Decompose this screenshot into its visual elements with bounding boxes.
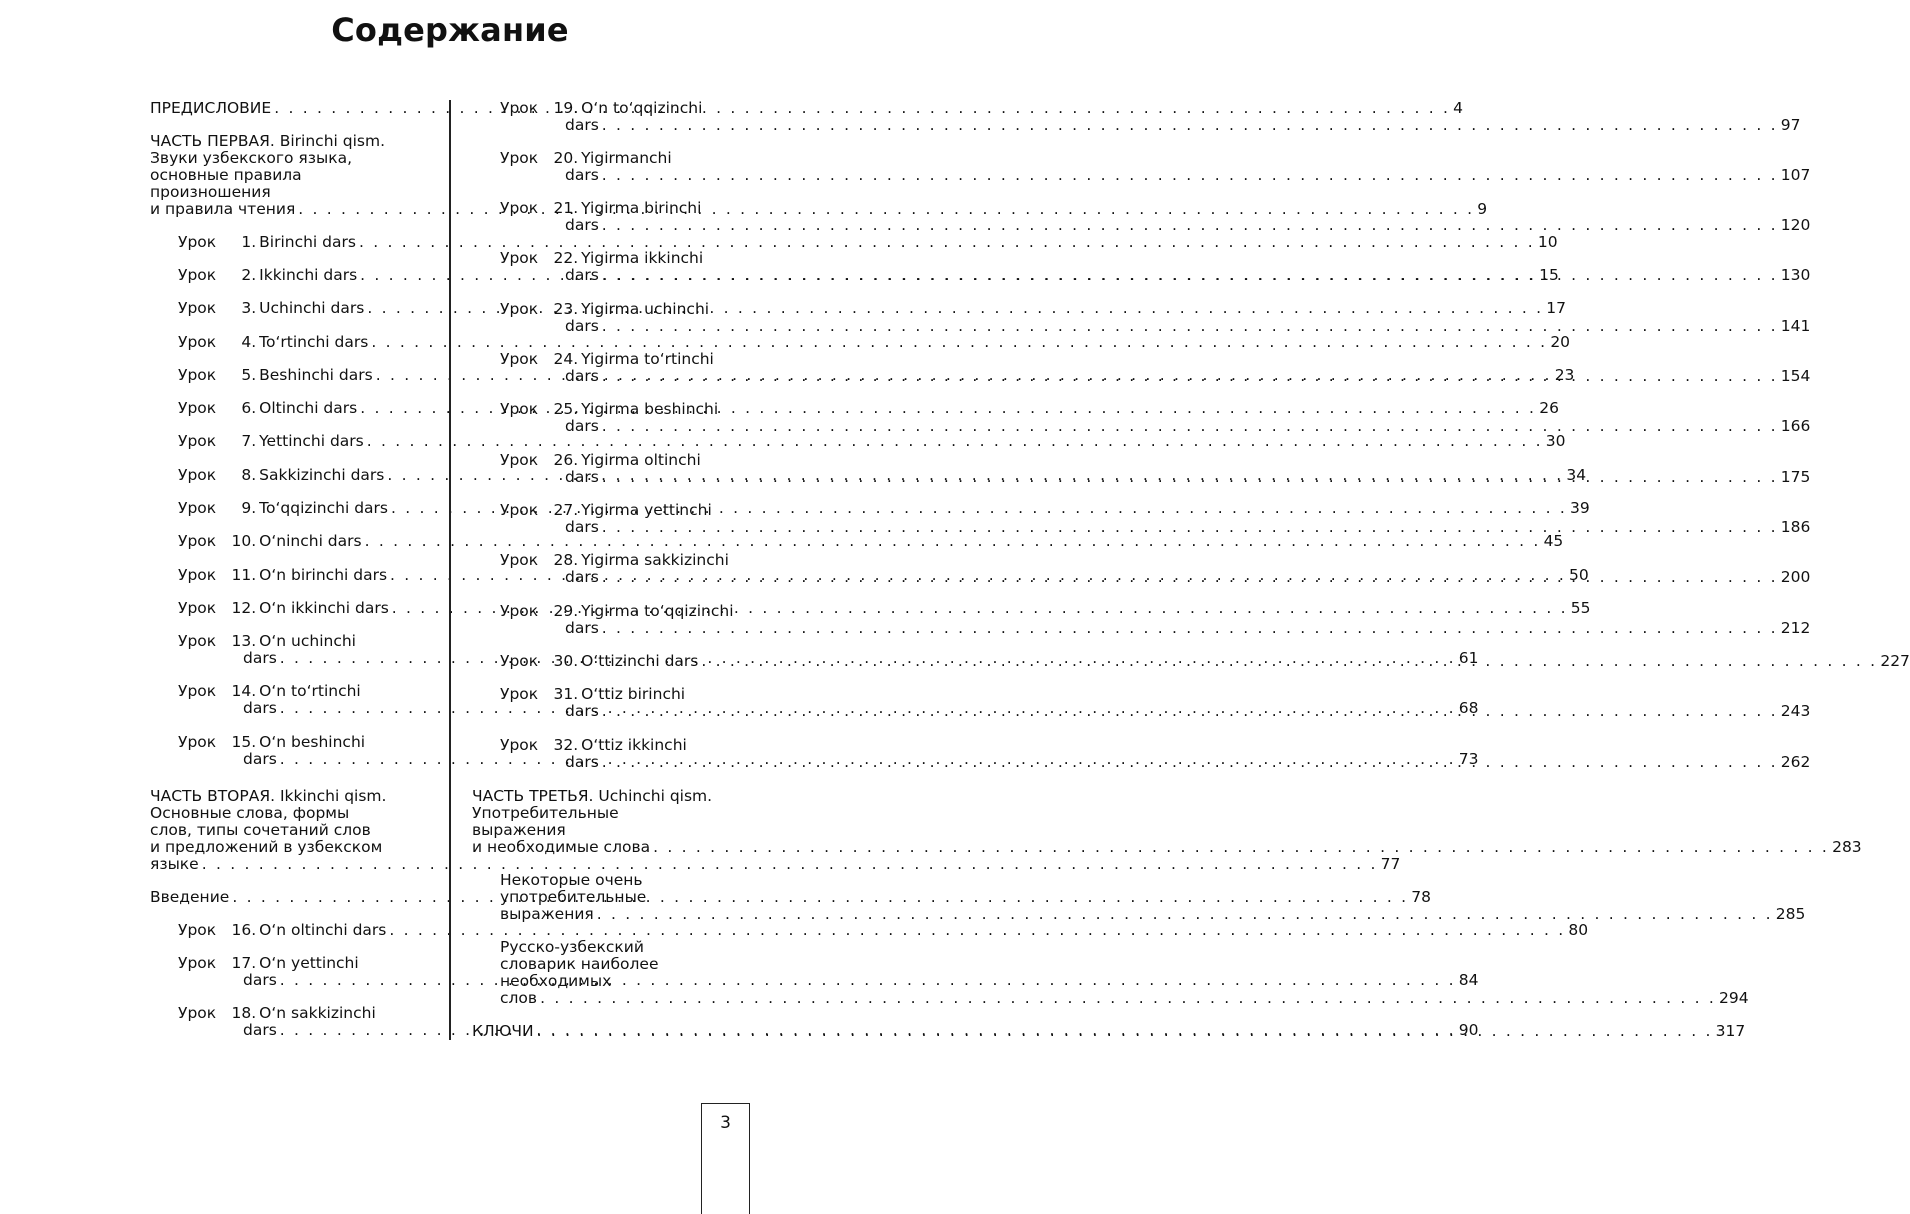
lesson-number: 4. (241, 333, 257, 351)
toc-page-number: 80 (1568, 921, 1589, 939)
toc-entry (178, 566, 1589, 584)
toc-entry-text: Birinchi dars (259, 233, 356, 251)
toc-entry-text: слов (500, 989, 538, 1007)
lesson-number: 3. (241, 299, 257, 317)
lesson-number: 14. (231, 682, 257, 700)
dot-leader (602, 518, 1778, 536)
toc-entry-text: Yigirmanchi (581, 149, 672, 167)
dot-leader (602, 468, 1778, 486)
toc-entry-text: dars (565, 116, 599, 134)
toc-entry-text: Основные слова, формы (150, 804, 350, 822)
toc-entry-text: O‘n uchinchi (259, 632, 356, 650)
lesson-label: Урок (500, 736, 539, 754)
dot-leader (701, 652, 1877, 670)
lesson-label: Урок (500, 551, 539, 569)
toc-entry-text: Uchinchi dars (259, 299, 365, 317)
toc-entry (178, 921, 1589, 939)
lesson-number: 7. (241, 432, 257, 450)
toc-entry-text: O‘n oltinchi dars (259, 921, 387, 939)
toc-page-number: 130 (1780, 266, 1811, 284)
toc-entry-text: Yigirma yettinchi (581, 501, 712, 519)
toc-page-number: 120 (1780, 216, 1811, 234)
dot-leader (602, 568, 1778, 586)
toc-entry-text: dars (243, 1021, 277, 1039)
lesson-label: Урок (178, 299, 217, 317)
lesson-label: Урок (178, 499, 217, 517)
dot-leader (602, 367, 1778, 385)
lesson-label: Урок (178, 466, 217, 484)
dot-leader (602, 619, 1778, 637)
lesson-label: Урок (500, 350, 539, 368)
lesson-label: Урок (500, 652, 539, 670)
toc-entry-text: и необходимые слова (472, 838, 651, 856)
lesson-label: Урок (500, 685, 539, 703)
toc-page-number: 23 (1554, 366, 1575, 384)
lesson-label: Урок (500, 149, 539, 167)
toc-entry-text: O‘n to‘qqizinchi (581, 99, 703, 117)
toc-entry-text: O‘ttiz birinchi (581, 685, 686, 703)
toc-entry (178, 532, 1564, 550)
lesson-number: 12. (231, 599, 257, 617)
toc-entry-text: и предложений в узбекском (150, 838, 383, 856)
toc-entry-text: dars (565, 468, 599, 486)
toc-page-number: 45 (1543, 532, 1564, 550)
dot-leader (602, 417, 1778, 435)
toc-entry-text: Yigirma uchinchi (581, 300, 710, 318)
dot-leader (540, 989, 1716, 1007)
toc-entry-text: Sakkizinchi dars (259, 466, 385, 484)
toc-page-number: 107 (1780, 166, 1811, 184)
lesson-number: 23. (553, 300, 579, 318)
toc-entry-text: Yigirma ikkinchi (581, 249, 704, 267)
dot-leader (371, 333, 1547, 351)
toc-entry-text: Ikkinchi dars (259, 266, 358, 284)
toc-page-number: 285 (1775, 905, 1806, 923)
toc-entry-text: To‘rtinchi dars (259, 333, 369, 351)
toc-page-number: 283 (1832, 838, 1862, 856)
toc-entry-text: O‘n sakkizinchi (259, 1004, 376, 1022)
dot-leader (602, 216, 1778, 234)
toc-entry-text: Oltinchi dars (259, 399, 358, 417)
toc-entry-text: O‘n yettinchi (259, 954, 359, 972)
toc-entry-text: Yigirma birinchi (581, 199, 702, 217)
toc-page-number: 294 (1719, 989, 1749, 1007)
toc-entry-text: Yigirma to‘rtinchi (581, 350, 714, 368)
dot-leader (602, 317, 1778, 335)
toc-page-number: 227 (1880, 652, 1910, 670)
lesson-number: 6. (241, 399, 257, 417)
toc-entry (500, 149, 1811, 184)
toc-entry-text: ЧАСТЬ ТРЕТЬЯ. Uchinchi qism. (472, 787, 713, 805)
toc-page-number: 262 (1780, 753, 1811, 771)
toc-page-number: 84 (1458, 971, 1479, 989)
lesson-number: 10. (231, 532, 257, 550)
lesson-number: 9. (241, 499, 257, 517)
dot-leader (389, 921, 1565, 939)
toc-entry-text: dars (565, 568, 599, 586)
lesson-label: Урок (178, 632, 217, 650)
lesson-label: Урок (178, 599, 217, 617)
lesson-number: 1. (241, 233, 257, 251)
toc-entry (178, 266, 1559, 284)
toc-entry-text: dars (243, 971, 277, 989)
toc-page-number: 17 (1546, 299, 1567, 317)
dot-leader (653, 838, 1829, 856)
lesson-label: Урок (178, 1004, 217, 1022)
lesson-label: Урок (178, 266, 217, 284)
dot-leader (602, 266, 1778, 284)
toc-page-number: 39 (1569, 499, 1590, 517)
toc-entry-text: Yigirma beshinchi (581, 400, 719, 418)
page-number-box (701, 1103, 750, 1214)
lesson-number: 11. (231, 566, 257, 584)
toc-page-number: 4 (1453, 99, 1464, 117)
toc-entry-text: ПРЕДИСЛОВИЕ (150, 99, 272, 117)
toc-page-number: 317 (1715, 1022, 1746, 1040)
lesson-label: Урок (178, 733, 217, 751)
toc-entry-text: dars (565, 702, 599, 720)
toc-page-number: 175 (1780, 468, 1811, 486)
dot-leader (602, 166, 1778, 184)
toc-page-number: 50 (1569, 566, 1589, 584)
toc-entry-text: O‘ttizinchi dars (581, 652, 699, 670)
toc-entry-text: произношения (150, 183, 271, 201)
toc-entry-text: O‘n ikkinchi dars (259, 599, 389, 617)
toc-entry (500, 99, 1801, 134)
lesson-number: 19. (553, 99, 579, 117)
toc-entry-text: выражения (472, 821, 566, 839)
toc-page-number: 97 (1780, 116, 1801, 134)
toc-entry-text: O‘ttiz ikkinchi (581, 736, 687, 754)
toc-entry-text: Yigirma oltinchi (581, 451, 701, 469)
toc-entry-text: языке (150, 855, 199, 873)
toc-entry-text: dars (565, 367, 599, 385)
lesson-label: Урок (178, 432, 217, 450)
toc-page-number: 73 (1458, 750, 1479, 768)
toc-entry-text: dars (565, 619, 599, 637)
toc-entry (500, 199, 1811, 234)
lesson-label: Урок (500, 99, 539, 117)
page-number: 3 (720, 1113, 731, 1133)
dot-leader (602, 116, 1778, 134)
lesson-number: 15. (231, 733, 257, 751)
toc-entry-text: выражения (500, 905, 594, 923)
lesson-label: Урок (500, 501, 539, 519)
toc-page-number: 68 (1458, 699, 1479, 717)
dot-leader (232, 888, 1408, 906)
toc-entry-text: dars (565, 216, 599, 234)
lesson-number: 20. (553, 149, 579, 167)
toc-page-number: 20 (1550, 333, 1571, 351)
toc-entry-text: dars (565, 166, 599, 184)
toc-entry (178, 366, 1575, 384)
toc-entry-text: dars (565, 753, 599, 771)
dot-leader (537, 1022, 1713, 1040)
lesson-label: Урок (178, 399, 217, 417)
lesson-label: Урок (500, 249, 539, 267)
toc-entry-text: Введение (150, 888, 230, 906)
lesson-number: 13. (231, 632, 257, 650)
toc-page-number: 9 (1477, 200, 1488, 218)
toc-page-number: 30 (1545, 432, 1566, 450)
toc-page-number: 154 (1780, 367, 1811, 385)
toc-page-number: 26 (1539, 399, 1559, 417)
toc-entry-text: употребительные (500, 888, 647, 906)
toc-entry-text: слов, типы сочетаний слов (150, 821, 371, 839)
toc-entry-text: ЧАСТЬ ПЕРВАЯ. Birinchi qism. (150, 132, 386, 150)
lesson-label: Урок (178, 366, 217, 384)
toc-entry-text: Употребительные (472, 804, 619, 822)
toc-page-number: 212 (1780, 619, 1811, 637)
toc-entry-text: dars (565, 266, 599, 284)
toc-entry-text: dars (565, 417, 599, 435)
lesson-number: 25. (553, 400, 579, 418)
toc-entry-text: To‘qqizinchi dars (259, 499, 388, 517)
toc-entry-text: Русско-узбекский (500, 938, 644, 956)
toc-entry (178, 432, 1566, 450)
toc-page-number: 186 (1780, 518, 1811, 536)
lesson-label: Урок (178, 954, 217, 972)
toc-entry-text: dars (243, 699, 277, 717)
lesson-label: Урок (178, 532, 217, 550)
toc-entry-text: ЧАСТЬ ВТОРАЯ. Ikkinchi qism. (150, 787, 387, 805)
lesson-number: 5. (241, 366, 257, 384)
toc-page-number: 141 (1780, 317, 1811, 335)
lesson-label: Урок (178, 921, 217, 939)
toc-entry (178, 466, 1587, 484)
column-divider (449, 100, 451, 1040)
toc-entry (178, 333, 1571, 351)
lesson-number: 24. (553, 350, 579, 368)
toc-page-number: 55 (1570, 599, 1591, 617)
lesson-label: Урок (500, 400, 539, 418)
toc-entry-text: dars (565, 317, 599, 335)
lesson-number: 18. (231, 1004, 257, 1022)
lesson-number: 28. (553, 551, 579, 569)
lesson-label: Урок (178, 682, 217, 700)
lesson-number: 31. (553, 685, 579, 703)
lesson-label: Урок (178, 333, 217, 351)
toc-entry-text: Yigirma sakkizinchi (581, 551, 729, 569)
toc-entry-text: КЛЮЧИ (472, 1022, 534, 1040)
toc-entry-text: Beshinchi dars (259, 366, 373, 384)
toc-entry (472, 787, 1862, 856)
toc-entry-text: dars (243, 649, 277, 667)
page-title: Содержание (331, 11, 569, 49)
lesson-label: Урок (500, 300, 539, 318)
toc-entry-text: основные правила (150, 166, 302, 184)
dot-leader (274, 99, 1450, 117)
lesson-number: 30. (553, 652, 579, 670)
lesson-number: 22. (553, 249, 579, 267)
toc-page-number: 34 (1566, 466, 1587, 484)
lesson-label: Урок (178, 233, 217, 251)
lesson-label: Урок (500, 602, 539, 620)
lesson-number: 21. (553, 199, 579, 217)
toc-page-number: 166 (1780, 417, 1811, 435)
lesson-number: 8. (241, 466, 257, 484)
toc-entry (178, 233, 1558, 251)
lesson-label: Урок (500, 199, 539, 217)
toc-page-number: 77 (1380, 855, 1401, 873)
toc-page-number: 61 (1458, 649, 1479, 667)
lesson-number: 32. (553, 736, 579, 754)
dot-leader (602, 702, 1778, 720)
toc-entry-text: dars (243, 750, 277, 768)
dot-leader (202, 855, 1378, 873)
toc-entry-text: словарик наиболее (500, 955, 659, 973)
lesson-number: 29. (553, 602, 579, 620)
toc-entry-text: O‘ninchi dars (259, 532, 362, 550)
toc-entry-text: Yettinchi dars (259, 432, 364, 450)
dot-leader (602, 753, 1778, 771)
toc-page-number: 10 (1537, 233, 1558, 251)
toc-entry-text: dars (565, 518, 599, 536)
toc-entry-text: O‘n birinchi dars (259, 566, 388, 584)
toc-entry-text: Некоторые очень (500, 871, 643, 889)
lesson-label: Урок (500, 451, 539, 469)
toc-entry-text: O‘n beshinchi (259, 733, 366, 751)
toc-entry-text: Yigirma to‘qqizinchi (581, 602, 734, 620)
lesson-number: 2. (241, 266, 257, 284)
dot-leader (280, 971, 1456, 989)
toc-page-number: 200 (1780, 568, 1811, 586)
lesson-number: 27. (553, 501, 579, 519)
lesson-number: 26. (553, 451, 579, 469)
toc-page-number: 90 (1458, 1021, 1479, 1039)
toc-entry-text: необходимых (500, 972, 612, 990)
lesson-number: 17. (231, 954, 257, 972)
lesson-label: Урок (178, 566, 217, 584)
toc-page-number: 243 (1780, 702, 1811, 720)
dot-leader (597, 905, 1773, 923)
toc-page-number: 15 (1539, 266, 1559, 284)
toc-page-number: 78 (1411, 888, 1432, 906)
toc-entry-text: Звуки узбекского языка, (150, 149, 352, 167)
lesson-number: 16. (231, 921, 257, 939)
toc-entry-text: O‘n to‘rtinchi (259, 682, 361, 700)
toc-entry-text: и правила чтения (150, 200, 296, 218)
